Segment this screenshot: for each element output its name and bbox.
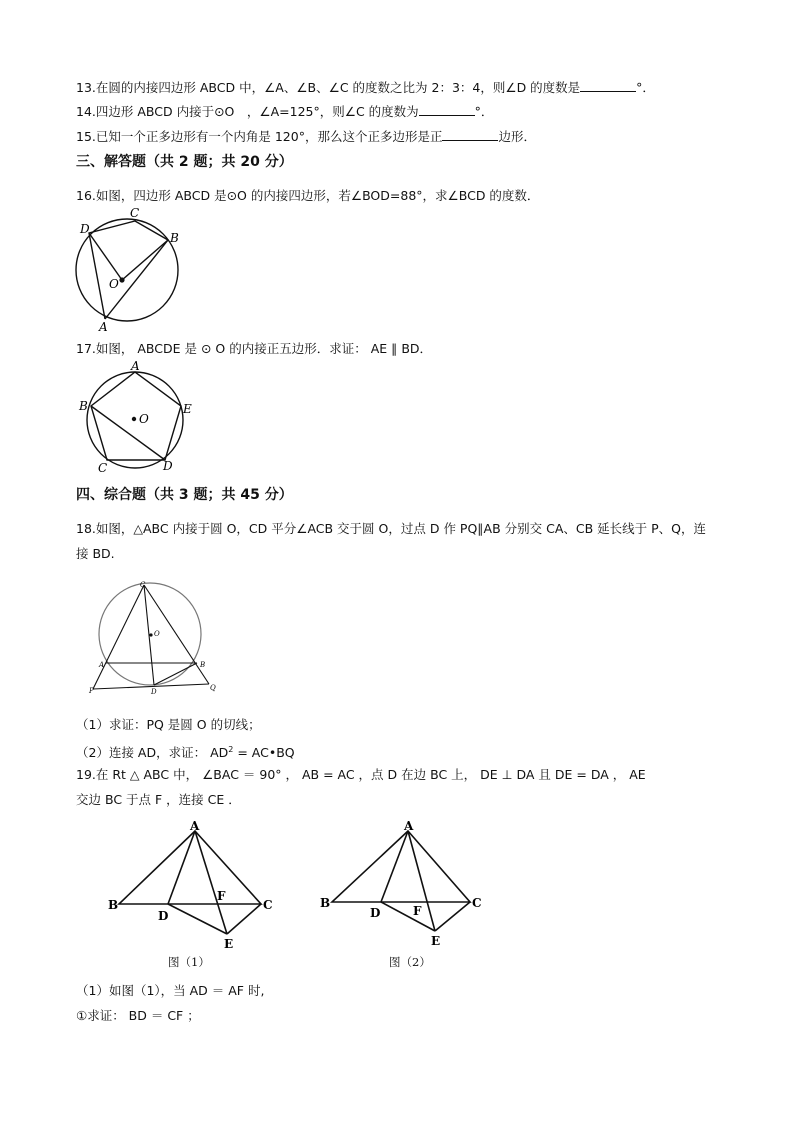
label-q: Q [210,684,216,692]
answer-blank [419,103,475,116]
answer-blank [442,128,498,141]
label-e: E [183,402,192,416]
figure-16 [70,200,185,335]
question-18-part-1: （1）求证：PQ 是圆 O 的切线； [76,717,261,732]
label-b: B [200,661,206,669]
label-a: A [190,819,200,833]
question-13-text: 13.在圆的内接四边形 ABCD 中，∠A、∠B、∠C 的度数之比为 2：3：4，则∠D 的度数是 [76,80,581,95]
answer-blank [580,79,636,92]
label-a: A [99,320,108,334]
question-18-line-2: 接 BD. [76,546,115,561]
label-d: D [158,909,169,923]
question-14-unit: °． [474,104,494,119]
question-19-line-1: 19.在 Rt △ ABC 中， ∠BAC ＝ 90° ， AB = AC ，点 D 在边 BC 上， DE ⊥ DA 且 DE = DA ， AE [76,767,646,782]
question-17: 17.如图， ABCDE 是 ⊙ O 的内接正五边形．求证： AE ∥ BD． [76,341,433,356]
triangle-abc [119,831,261,904]
question-19-part-1: （1）如图（1），当 AD ＝ AF 时, [76,983,265,998]
label-b: B [320,896,331,910]
center-point [132,417,136,421]
figure-19-1 [105,818,280,950]
question-16: 16.如图，四边形 ABCD 是⊙O 的内接四边形，若∠BOD=88°，求∠BCD 的度数． [76,188,540,203]
label-c: C [130,206,140,220]
question-15 [76,128,536,146]
question-13-unit: °． [636,80,655,95]
label-f: F [217,889,226,903]
label-o: O [154,630,160,638]
question-14 [76,103,493,121]
segment-bd [154,663,197,685]
section-4-heading: 四、综合题（共 3 题；共 45 分） [76,487,293,503]
question-19-part-1-i: ①求证： BD ＝ CF ； [76,1008,200,1023]
label-e: E [224,937,234,951]
label-c: C [98,461,108,475]
label-a: A [404,819,414,833]
label-o: O [139,412,149,426]
question-18-line-1: 18.如图，△ABC 内接于圆 O，CD 平分∠ACB 交于圆 O，过点 D 作 PQ∥AB 分别交 CA、CB 延长线于 P、Q，连 [76,521,707,536]
label-d: D [370,906,381,920]
question-15-unit: 边形． [498,129,536,144]
figure-18 [85,580,225,700]
figure-17 [75,360,200,475]
circle-o [76,219,178,321]
segment-ae [195,831,227,934]
label-b: B [108,898,119,912]
label-c: C [140,581,146,589]
center-point [149,633,152,636]
question-18-part-2 [76,741,295,762]
figure-19-2 [318,818,493,950]
question-19-line-2: 交边 BC 于点 F ，连接 CE ． [76,792,241,807]
label-c: C [472,896,482,910]
question-18-part-2-rest: = AC•BQ [233,745,295,761]
superscript: 2 [228,745,234,754]
segment-ad [168,831,195,904]
segment-bd [91,406,165,460]
label-d: D [151,688,157,696]
label-b: B [79,399,88,413]
label-d: D [80,222,90,236]
segment-ce [435,902,470,931]
triangle-abc [332,831,470,902]
label-c: C [263,898,273,912]
question-18-part-2-text: （2）连接 AD，求证： AD [76,745,229,761]
segment-de [381,902,435,931]
segment-ad [381,831,408,902]
question-15-text: 15.已知一个正多边形有一个内角是 120°，那么这个正多边形是正 [76,129,443,144]
label-a: A [131,359,140,373]
label-p: P [89,687,94,695]
label-f: F [413,904,422,918]
question-13 [76,79,655,97]
label-o: O [109,277,119,291]
figure-19-2-caption: 图（2） [389,955,431,969]
center-point [119,277,124,282]
label-d: D [163,459,173,473]
segment-ob [122,240,168,280]
label-a: A [99,661,105,669]
segment-de [168,904,227,934]
question-14-text: 14.四边形 ABCD 内接于⊙O ，∠A=125°，则∠C 的度数为 [76,104,419,119]
label-b: B [170,231,179,245]
section-3-heading: 三、解答题（共 2 题；共 20 分） [76,154,293,170]
quadrilateral-abcd [89,221,168,319]
figure-19-1-caption: 图（1） [168,955,210,969]
label-e: E [431,934,441,948]
segment-ce [227,904,261,934]
